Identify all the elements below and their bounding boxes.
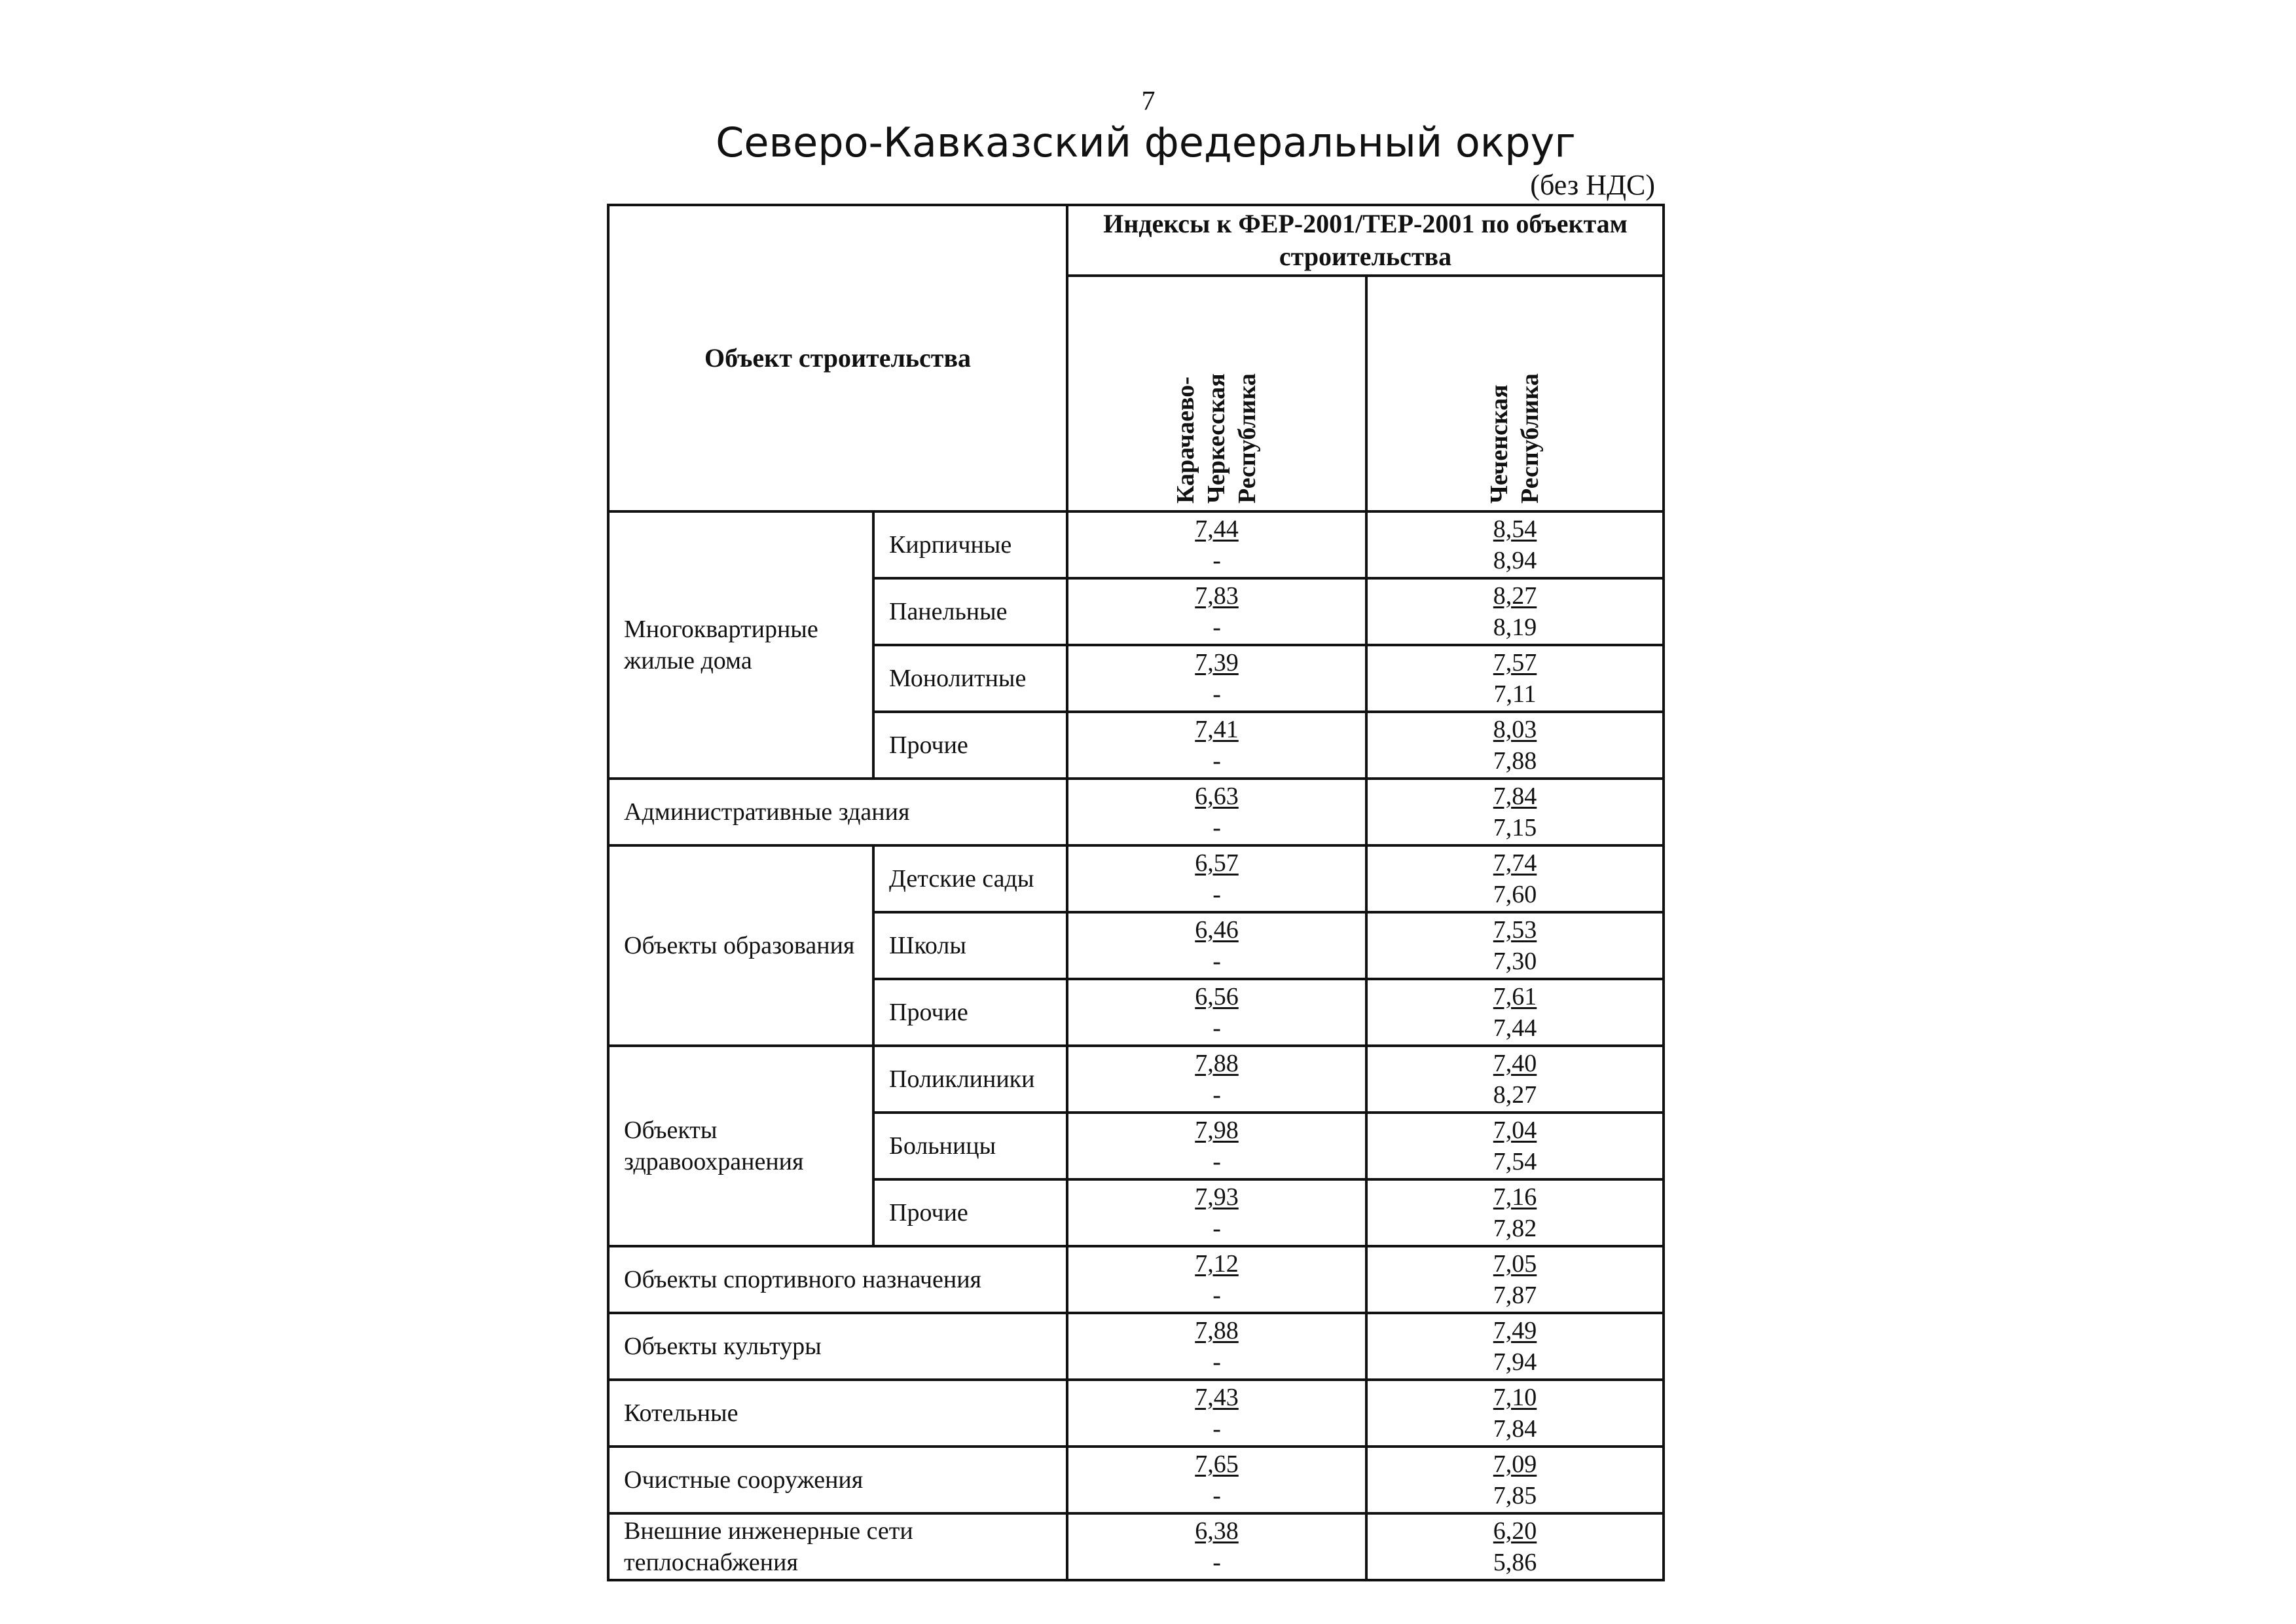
- table-row: [608, 1380, 1664, 1447]
- value-chr-top: 8,03: [1493, 716, 1537, 743]
- row-label: Прочие: [873, 712, 1067, 779]
- value-kcr: [1067, 1447, 1366, 1513]
- vat-note: (без НДС): [1530, 169, 1655, 201]
- header-region-kcr-label: Карачаево-Черкесская Республика: [1172, 373, 1262, 504]
- value-kcr-top: 6,38: [1195, 1517, 1239, 1545]
- value-chr: [1366, 1113, 1664, 1179]
- value-chr-top: 7,40: [1493, 1050, 1537, 1077]
- value-chr-bottom: 5,86: [1493, 1549, 1537, 1576]
- value-kcr-top: 6,46: [1195, 916, 1239, 944]
- value-kcr-fraction: [1195, 914, 1239, 977]
- value-kcr-fraction: [1195, 580, 1239, 643]
- value-chr-fraction: [1493, 513, 1537, 576]
- row-label: Панельные: [873, 578, 1067, 645]
- index-table: [607, 204, 1665, 1581]
- row-label: Прочие: [873, 979, 1067, 1046]
- value-chr-bottom: 8,94: [1493, 547, 1537, 574]
- value-chr-fraction: [1493, 1449, 1537, 1511]
- value-kcr-top: 7,43: [1195, 1384, 1239, 1411]
- table-row: [608, 1246, 1664, 1313]
- value-kcr-top: 7,88: [1195, 1317, 1239, 1344]
- value-kcr-fraction: [1195, 781, 1239, 843]
- value-chr-fraction: [1493, 580, 1537, 643]
- value-chr-top: 7,09: [1493, 1450, 1537, 1478]
- value-kcr-fraction: [1195, 1048, 1239, 1111]
- value-kcr-fraction: [1195, 714, 1239, 777]
- value-kcr: [1067, 1046, 1366, 1113]
- value-kcr-top: 7,98: [1195, 1116, 1239, 1144]
- value-chr: [1366, 511, 1664, 578]
- value-chr-bottom: 7,15: [1493, 814, 1537, 841]
- value-chr-top: 7,61: [1493, 983, 1537, 1010]
- value-kcr: [1067, 1313, 1366, 1380]
- value-kcr-fraction: [1195, 1181, 1239, 1244]
- value-kcr-top: 6,57: [1195, 849, 1239, 877]
- value-chr-bottom: 7,85: [1493, 1482, 1537, 1509]
- value-chr-fraction: [1493, 914, 1537, 977]
- value-chr-top: 7,10: [1493, 1384, 1537, 1411]
- row-label: Котельные: [608, 1380, 1067, 1447]
- value-kcr-bottom: -: [1212, 1014, 1221, 1042]
- value-chr-bottom: 8,19: [1493, 614, 1537, 641]
- value-chr: [1366, 1246, 1664, 1313]
- table-row: [608, 779, 1664, 845]
- value-chr-top: 7,53: [1493, 916, 1537, 944]
- value-chr-bottom: 7,82: [1493, 1215, 1537, 1242]
- value-chr-fraction: [1493, 1115, 1537, 1177]
- value-kcr-fraction: [1195, 981, 1239, 1044]
- header-row-1: [608, 205, 1664, 276]
- value-kcr-bottom: -: [1212, 1482, 1221, 1509]
- value-kcr: [1067, 845, 1366, 912]
- value-chr-fraction: [1493, 1248, 1537, 1311]
- group-label-education: Объекты образования: [608, 845, 873, 1046]
- value-chr-fraction: [1493, 1181, 1537, 1244]
- value-chr-fraction: [1493, 1515, 1537, 1578]
- value-chr: [1366, 1313, 1664, 1380]
- value-chr: [1366, 578, 1664, 645]
- value-chr-bottom: 7,54: [1493, 1148, 1537, 1175]
- value-chr-fraction: [1493, 781, 1537, 843]
- value-chr-fraction: [1493, 1315, 1537, 1378]
- table-row: [608, 1447, 1664, 1513]
- row-label: Внешние инженерные сети теплоснабжения: [608, 1513, 1067, 1580]
- value-kcr-fraction: [1195, 1382, 1239, 1445]
- value-kcr: [1067, 1380, 1366, 1447]
- value-kcr-bottom: -: [1212, 680, 1221, 708]
- value-kcr-top: 7,65: [1195, 1450, 1239, 1478]
- value-kcr-top: 6,56: [1195, 983, 1239, 1010]
- value-kcr: [1067, 1179, 1366, 1246]
- value-chr: [1366, 1046, 1664, 1113]
- row-label: Детские сады: [873, 845, 1067, 912]
- group-label-housing: Многоквартирные жилые дома: [608, 511, 873, 779]
- value-kcr-top: 7,41: [1195, 716, 1239, 743]
- header-region-kcr: [1067, 276, 1366, 511]
- value-kcr-top: 7,93: [1195, 1183, 1239, 1211]
- value-kcr-fraction: [1195, 1248, 1239, 1311]
- value-kcr-fraction: [1195, 1515, 1239, 1578]
- value-kcr-bottom: -: [1212, 1081, 1221, 1109]
- value-chr-bottom: 7,60: [1493, 881, 1537, 908]
- value-kcr-top: 7,44: [1195, 515, 1239, 543]
- value-kcr-bottom: -: [1212, 1348, 1221, 1376]
- value-chr: [1366, 712, 1664, 779]
- value-chr-top: 7,05: [1493, 1250, 1537, 1278]
- value-kcr-bottom: -: [1212, 1549, 1221, 1576]
- value-kcr: [1067, 1113, 1366, 1179]
- row-label: Поликлиники: [873, 1046, 1067, 1113]
- value-chr-top: 8,54: [1493, 515, 1537, 543]
- value-kcr-fraction: [1195, 1449, 1239, 1511]
- value-chr-top: 7,84: [1493, 783, 1537, 810]
- row-label: Монолитные: [873, 645, 1067, 712]
- table-row: [608, 1513, 1664, 1580]
- row-label: Школы: [873, 912, 1067, 979]
- value-chr-top: 7,04: [1493, 1116, 1537, 1144]
- value-kcr-top: 7,39: [1195, 649, 1239, 676]
- value-kcr: [1067, 578, 1366, 645]
- value-chr-bottom: 8,27: [1493, 1081, 1537, 1109]
- group-label-healthcare: Объекты здравоохранения: [608, 1046, 873, 1246]
- value-kcr-bottom: -: [1212, 1148, 1221, 1175]
- value-chr: [1366, 979, 1664, 1046]
- value-chr-top: 6,20: [1493, 1517, 1537, 1545]
- row-label: Очистные сооружения: [608, 1447, 1067, 1513]
- row-label: Прочие: [873, 1179, 1067, 1246]
- value-chr-fraction: [1493, 981, 1537, 1044]
- value-kcr-fraction: [1195, 1315, 1239, 1378]
- value-kcr: [1067, 979, 1366, 1046]
- value-kcr-fraction: [1195, 513, 1239, 576]
- value-chr-top: 7,74: [1493, 849, 1537, 877]
- value-chr-bottom: 7,30: [1493, 948, 1537, 975]
- value-chr-bottom: 7,44: [1493, 1014, 1537, 1042]
- value-kcr-fraction: [1195, 1115, 1239, 1177]
- value-kcr-bottom: -: [1212, 747, 1221, 775]
- value-chr: [1366, 912, 1664, 979]
- value-kcr-bottom: -: [1212, 948, 1221, 975]
- row-label: Кирпичные: [873, 511, 1067, 578]
- value-kcr: [1067, 1246, 1366, 1313]
- value-chr: [1366, 1447, 1664, 1513]
- row-label: Административные здания: [608, 779, 1067, 845]
- value-chr-fraction: [1493, 647, 1537, 710]
- value-kcr-bottom: -: [1212, 614, 1221, 641]
- value-kcr-bottom: -: [1212, 1415, 1221, 1443]
- table-row: [608, 1313, 1664, 1380]
- row-label: Больницы: [873, 1113, 1067, 1179]
- value-chr-top: 8,27: [1493, 582, 1537, 610]
- value-chr-fraction: [1493, 1048, 1537, 1111]
- value-chr-bottom: 7,88: [1493, 747, 1537, 775]
- value-chr: [1366, 845, 1664, 912]
- row-label: Объекты спортивного назначения: [608, 1246, 1067, 1313]
- value-kcr-top: 7,83: [1195, 582, 1239, 610]
- value-kcr: [1067, 912, 1366, 979]
- value-chr: [1366, 779, 1664, 845]
- value-kcr-bottom: -: [1212, 1282, 1221, 1309]
- value-chr-top: 7,49: [1493, 1317, 1537, 1344]
- value-kcr-fraction: [1195, 647, 1239, 710]
- value-chr: [1366, 645, 1664, 712]
- page-title: Северо-Кавказский федеральный округ: [716, 119, 1576, 166]
- value-kcr: [1067, 712, 1366, 779]
- value-kcr: [1067, 645, 1366, 712]
- value-chr: [1366, 1513, 1664, 1580]
- header-region-chr: [1366, 276, 1664, 511]
- value-chr-top: 7,57: [1493, 649, 1537, 676]
- value-kcr: [1067, 511, 1366, 578]
- value-kcr-bottom: -: [1212, 814, 1221, 841]
- header-object: Объект строительства: [608, 205, 1067, 511]
- value-kcr-fraction: [1195, 847, 1239, 910]
- value-kcr: [1067, 1513, 1366, 1580]
- value-kcr-top: 6,63: [1195, 783, 1239, 810]
- row-label: Объекты культуры: [608, 1313, 1067, 1380]
- value-chr: [1366, 1380, 1664, 1447]
- value-chr-fraction: [1493, 1382, 1537, 1445]
- page-number: 7: [1141, 86, 1156, 117]
- value-kcr-bottom: -: [1212, 547, 1221, 574]
- value-chr: [1366, 1179, 1664, 1246]
- value-chr-bottom: 7,94: [1493, 1348, 1537, 1376]
- value-kcr-top: 7,12: [1195, 1250, 1239, 1278]
- value-chr-bottom: 7,84: [1493, 1415, 1537, 1443]
- value-chr-fraction: [1493, 847, 1537, 910]
- value-chr-bottom: 7,87: [1493, 1282, 1537, 1309]
- value-chr-bottom: 7,11: [1493, 680, 1537, 708]
- header-index-group: Индексы к ФЕР-2001/ТЕР-2001 по объектам строительства: [1067, 205, 1664, 276]
- value-kcr: [1067, 779, 1366, 845]
- value-chr-fraction: [1493, 714, 1537, 777]
- header-region-chr-label: Чеченская Республика: [1485, 373, 1544, 504]
- value-kcr-top: 7,88: [1195, 1050, 1239, 1077]
- value-kcr-bottom: -: [1212, 881, 1221, 908]
- table-row: [608, 845, 1664, 912]
- table-row: [608, 1046, 1664, 1113]
- value-kcr-bottom: -: [1212, 1215, 1221, 1242]
- table-row: [608, 511, 1664, 578]
- value-chr-top: 7,16: [1493, 1183, 1537, 1211]
